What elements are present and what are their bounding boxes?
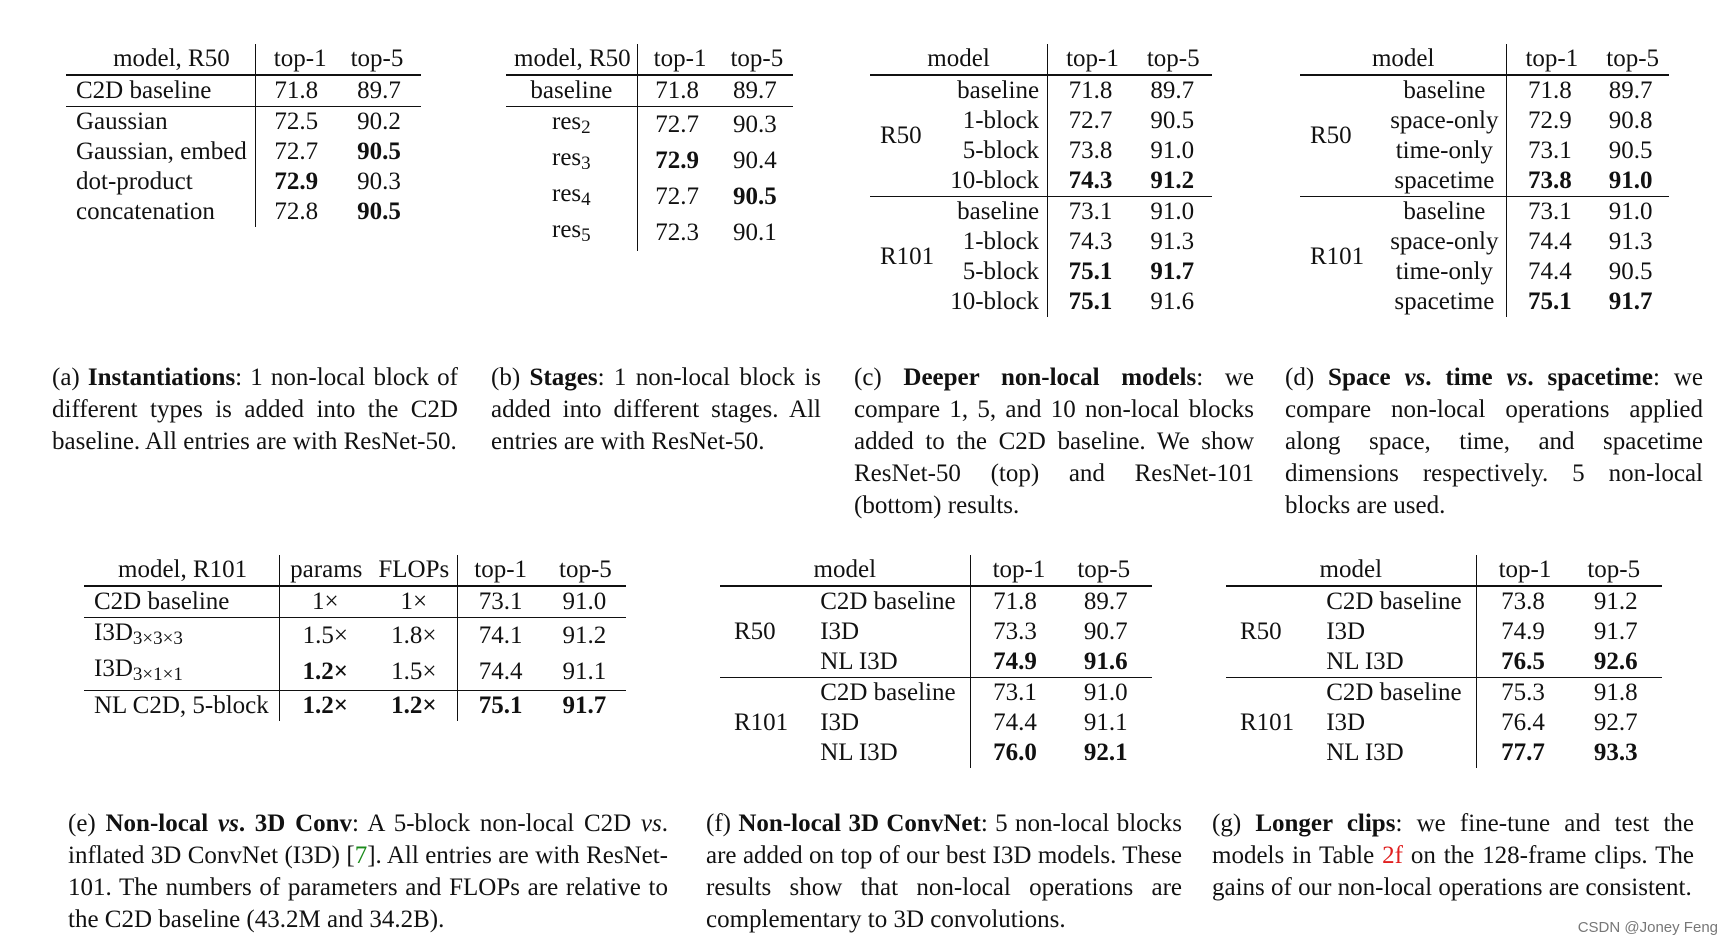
cell-top1: 75.1 xyxy=(1528,288,1572,315)
cell-model: time-only xyxy=(1382,257,1507,287)
cell-top5: 91.6 xyxy=(1083,648,1128,675)
cell-top5: 92.1 xyxy=(1083,739,1128,766)
header-cell: top-5 xyxy=(730,45,784,72)
group-label: R50 xyxy=(1310,122,1352,149)
caption-title: Longer clips xyxy=(1255,810,1396,837)
table-a xyxy=(66,44,421,227)
cell-top1: 74.9 xyxy=(993,648,1037,675)
cell-params: 1.5× xyxy=(302,622,348,649)
watermark: CSDN @Joney Feng xyxy=(1577,919,1718,936)
cell-top5: 91.3 xyxy=(1608,228,1653,255)
group-label: R50 xyxy=(1240,618,1282,645)
header-cell: model, R50 xyxy=(506,44,637,75)
cell-top5: 91.0 xyxy=(1608,198,1653,225)
header-cell: top-1 xyxy=(653,45,707,72)
cell-top1: 73.8 xyxy=(1528,167,1572,194)
cell-top5: 90.1 xyxy=(732,219,777,246)
cell-top1: 74.4 xyxy=(478,658,523,685)
cell-model: dot-product xyxy=(66,167,255,197)
table-reference-link[interactable]: 2f xyxy=(1382,842,1403,869)
cell-model: 5-block xyxy=(942,136,1047,166)
cell-model: 1-block xyxy=(942,227,1047,257)
cell-top1: 74.4 xyxy=(1528,258,1572,285)
header-cell: model, R101 xyxy=(84,555,280,586)
caption-d xyxy=(1285,362,1703,522)
cell-model: C2D baseline xyxy=(812,678,970,709)
caption-f xyxy=(706,808,1182,936)
cell-model: baseline xyxy=(942,197,1047,228)
cell-top1: 72.9 xyxy=(655,147,699,174)
group-label: R101 xyxy=(1310,243,1365,270)
header-cell: top-1 xyxy=(992,556,1046,583)
cell-top5: 91.7 xyxy=(1608,288,1653,315)
caption-label: (f) xyxy=(706,810,731,837)
cell-top5: 90.2 xyxy=(357,108,401,135)
cell-top5: 91.0 xyxy=(562,588,607,615)
cell-top5: 91.2 xyxy=(562,622,607,649)
cell-flops: 1.2× xyxy=(370,691,457,722)
cell-model: C2D baseline xyxy=(1318,678,1476,709)
caption-title: Stages xyxy=(529,364,598,391)
cell-top1: 71.8 xyxy=(993,588,1037,615)
header-cell: top-1 xyxy=(273,45,327,72)
group-label: R101 xyxy=(880,243,935,270)
cell-top5: 89.7 xyxy=(357,77,401,104)
table-e xyxy=(84,555,626,721)
caption-b xyxy=(491,362,821,458)
cell-top5: 90.4 xyxy=(732,147,777,174)
cell-model: I3D xyxy=(812,708,970,738)
table-f xyxy=(720,555,1152,768)
cell-top5: 89.7 xyxy=(1150,77,1195,104)
cell-top1: 73.1 xyxy=(1068,198,1113,225)
cell-top1: 73.8 xyxy=(1501,588,1545,615)
group-label: R50 xyxy=(880,122,922,149)
cell-top1: 73.1 xyxy=(993,679,1037,706)
cell-top1: 75.1 xyxy=(1068,288,1113,315)
caption-title: Instantiations xyxy=(87,364,236,391)
caption-text: : we compare non-local operations applied along space, time, and spacetime dimensions respectively. 5 non-local blocks are used. xyxy=(1285,364,1703,519)
cell-top5: 93.3 xyxy=(1593,739,1638,766)
cell-top5: 90.5 xyxy=(357,138,401,165)
cell-model: 10-block xyxy=(942,287,1047,317)
cell-model: spacetime xyxy=(1382,287,1507,317)
cell-model: I3D xyxy=(1318,617,1476,647)
cell-top5: 91.3 xyxy=(1150,228,1195,255)
cell-top5: 90.7 xyxy=(1083,618,1128,645)
cell-model: I3D xyxy=(812,617,970,647)
cell-top1: 75.1 xyxy=(1068,258,1113,285)
header-cell: params xyxy=(290,556,363,583)
cell-model: res$_3$ xyxy=(506,143,637,179)
cell-top5: 92.6 xyxy=(1593,648,1638,675)
cell-model: Gaussian xyxy=(66,107,255,138)
cell-top5: 91.0 xyxy=(1083,679,1128,706)
cell-top5: 91.2 xyxy=(1593,588,1638,615)
cell-model: Gaussian, embed xyxy=(66,137,255,167)
cell-top1: 72.7 xyxy=(655,183,699,210)
cell-top5: 90.3 xyxy=(357,168,401,195)
header-cell: top-5 xyxy=(1077,556,1131,583)
cell-top1: 73.1 xyxy=(1528,137,1572,164)
cell-top1: 71.8 xyxy=(274,77,319,104)
header-cell: top-1 xyxy=(1525,45,1579,72)
cell-top1: 73.1 xyxy=(1528,198,1572,225)
cell-top5: 90.5 xyxy=(1150,107,1195,134)
cell-model: 1-block xyxy=(942,106,1047,136)
caption-e: (e) Non-local vs. 3D Conv: A 5-block non-local C2D vs. inflated 3D ConvNet (I3D) [7]. All entries are with ResNet-101. The numbers of parameters and FLOPs are relative to the C2D baseline (43.2M and 34.2B). xyxy=(68,810,668,933)
cell-model: baseline xyxy=(506,75,637,107)
caption-text: : we compare 1, 5, and 10 non-local blocks added to the C2D baseline. We show ResNet-50 (top) and ResNet-101 (bottom) results. xyxy=(854,364,1254,519)
cell-top5: 91.0 xyxy=(1150,198,1195,225)
cell-model: I3D xyxy=(1318,708,1476,738)
cell-model: $I3D_{3\times 1\times 1}$ xyxy=(84,654,280,691)
header-cell: model xyxy=(1226,555,1476,586)
cell-model: concatenation xyxy=(66,197,255,227)
cell-params: 1.2× xyxy=(302,658,349,685)
cell-model: baseline xyxy=(1382,197,1507,228)
cell-top1: 72.3 xyxy=(655,219,699,246)
cell-top1: 76.0 xyxy=(993,739,1037,766)
header-cell: model xyxy=(1300,44,1507,75)
header-cell: FLOPs xyxy=(370,555,457,586)
cell-model: spacetime xyxy=(1382,166,1507,197)
cell-model: $I3D_{3\times 3\times 3}$ xyxy=(84,618,280,655)
cell-top5: 91.7 xyxy=(562,692,607,719)
cell-top5: 91.2 xyxy=(1150,167,1195,194)
cell-top1: 72.5 xyxy=(274,108,319,135)
cell-model: 10-block xyxy=(942,166,1047,197)
group-label: R101 xyxy=(734,709,789,736)
cell-top1: 75.1 xyxy=(478,692,523,719)
cell-top1: 71.8 xyxy=(1528,77,1572,104)
cell-model: NL I3D xyxy=(812,738,970,768)
cell-top5: 91.6 xyxy=(1150,288,1195,315)
cell-top5: 91.7 xyxy=(1150,258,1195,285)
caption-label: (g) xyxy=(1212,810,1242,837)
cell-top5: 91.0 xyxy=(1150,137,1195,164)
header-cell: top-5 xyxy=(1587,556,1641,583)
cell-top5: 89.7 xyxy=(732,77,777,104)
cell-top1: 71.8 xyxy=(1068,77,1113,104)
cell-top1: 72.9 xyxy=(274,168,319,195)
cell-top5: 90.3 xyxy=(732,111,777,138)
cell-top1: 72.7 xyxy=(655,111,699,138)
cell-top5: 90.8 xyxy=(1608,107,1653,134)
cell-top1: 74.1 xyxy=(478,622,523,649)
cell-top1: 71.8 xyxy=(655,77,699,104)
header-cell: model xyxy=(870,44,1048,75)
cell-model: baseline xyxy=(942,75,1047,106)
cell-model: 5-block xyxy=(942,257,1047,287)
caption-label: (a) xyxy=(52,364,80,391)
table-c xyxy=(870,44,1212,317)
caption-text: : 1 non-local block is added into different stages. All entries are with ResNet-50. xyxy=(491,364,821,455)
cell-top1: 77.7 xyxy=(1501,739,1545,766)
caption-label: (d) xyxy=(1285,364,1315,391)
cell-top5: 90.5 xyxy=(732,183,777,210)
caption-label: (b) xyxy=(491,364,521,391)
cell-model: space-only xyxy=(1382,106,1507,136)
caption-label: (c) xyxy=(854,364,882,391)
cell-top1: 74.3 xyxy=(1068,167,1113,194)
cell-model: res$_2$ xyxy=(506,107,637,144)
cell-top5: 91.8 xyxy=(1593,679,1638,706)
caption-text: : 1 non-local block of different types is added into the C2D baseline. All entries are with ResNet-50. xyxy=(52,364,458,455)
cell-params: 1× xyxy=(311,588,339,615)
header-cell: top-1 xyxy=(1498,556,1552,583)
cell-model: C2D baseline xyxy=(84,586,280,618)
caption-a xyxy=(52,362,458,458)
cell-top5: 91.0 xyxy=(1608,167,1653,194)
cell-top5: 91.7 xyxy=(1593,618,1638,645)
cell-top1: 75.3 xyxy=(1501,679,1545,706)
header-cell: model xyxy=(720,555,970,586)
header-cell: top-5 xyxy=(350,45,404,72)
cell-model: time-only xyxy=(1382,136,1507,166)
caption-label: (e) xyxy=(68,810,96,837)
cell-flops: 1× xyxy=(370,586,457,618)
caption-title: Non-local vs. 3D Conv xyxy=(105,810,353,837)
table-g xyxy=(1226,555,1662,768)
cell-top1: 74.4 xyxy=(993,709,1037,736)
group-label: R50 xyxy=(734,618,776,645)
caption-text: : 5 non-local blocks are added on top of our best I3D models. These results show that non-local operations are complementary to 3D convolutions. xyxy=(706,810,1182,933)
cell-top1: 73.8 xyxy=(1068,137,1113,164)
cell-model: baseline xyxy=(1382,75,1507,106)
caption-title: Space vs. time vs. spacetime xyxy=(1328,364,1653,391)
cell-top1: 74.9 xyxy=(1501,618,1545,645)
cell-model: NL I3D xyxy=(1318,738,1476,768)
cell-params: 1.2× xyxy=(302,692,349,719)
caption-title: Deeper non-local models xyxy=(903,364,1197,391)
cell-top5: 89.7 xyxy=(1083,588,1128,615)
cell-top1: 72.9 xyxy=(1528,107,1572,134)
cell-top1: 76.5 xyxy=(1501,648,1545,675)
cell-top1: 74.3 xyxy=(1068,228,1113,255)
cell-flops: 1.8× xyxy=(370,618,457,655)
cell-top5: 89.7 xyxy=(1608,77,1653,104)
header-cell: top-5 xyxy=(559,556,612,583)
cell-model: NL C2D, 5-block xyxy=(84,691,280,722)
header-cell: top-1 xyxy=(1066,45,1119,72)
cell-top5: 90.5 xyxy=(1608,258,1653,285)
cell-model: res$_4$ xyxy=(506,179,637,215)
cell-model: C2D baseline xyxy=(1318,586,1476,617)
cell-flops: 1.5× xyxy=(370,654,457,691)
cell-top1: 73.3 xyxy=(993,618,1037,645)
cell-top1: 72.8 xyxy=(274,198,319,225)
header-cell: top-1 xyxy=(474,556,528,583)
cell-model: C2D baseline xyxy=(812,586,970,617)
cell-top5: 91.1 xyxy=(562,658,607,685)
cell-model: C2D baseline xyxy=(66,75,255,107)
citation-link[interactable]: 7 xyxy=(354,842,368,869)
cell-top5: 90.5 xyxy=(357,198,401,225)
cell-top5: 92.7 xyxy=(1593,709,1638,736)
caption-c xyxy=(854,362,1254,522)
cell-top1: 72.7 xyxy=(274,138,319,165)
header-cell: top-5 xyxy=(1606,45,1660,72)
table-d xyxy=(1300,44,1669,317)
cell-top1: 73.1 xyxy=(478,588,523,615)
cell-top5: 90.5 xyxy=(1608,137,1653,164)
caption-title: Non-local 3D ConvNet xyxy=(738,810,981,837)
caption-g: (g) Longer clips: we fine-tune and test the models in Table 2f on the 128-frame clips. The gains of our non-local operations are consistent. xyxy=(1212,810,1694,901)
header-cell: top-5 xyxy=(1146,45,1200,72)
cell-top5: 91.1 xyxy=(1083,709,1128,736)
cell-top1: 76.4 xyxy=(1501,709,1545,736)
cell-top1: 74.4 xyxy=(1528,228,1572,255)
cell-model: space-only xyxy=(1382,227,1507,257)
table-b xyxy=(506,44,793,251)
cell-model: NL I3D xyxy=(1318,647,1476,678)
cell-top1: 72.7 xyxy=(1068,107,1113,134)
cell-model: NL I3D xyxy=(812,647,970,678)
group-label: R101 xyxy=(1240,709,1295,736)
header-cell: model, R50 xyxy=(66,44,255,75)
cell-model: res$_5$ xyxy=(506,215,637,251)
